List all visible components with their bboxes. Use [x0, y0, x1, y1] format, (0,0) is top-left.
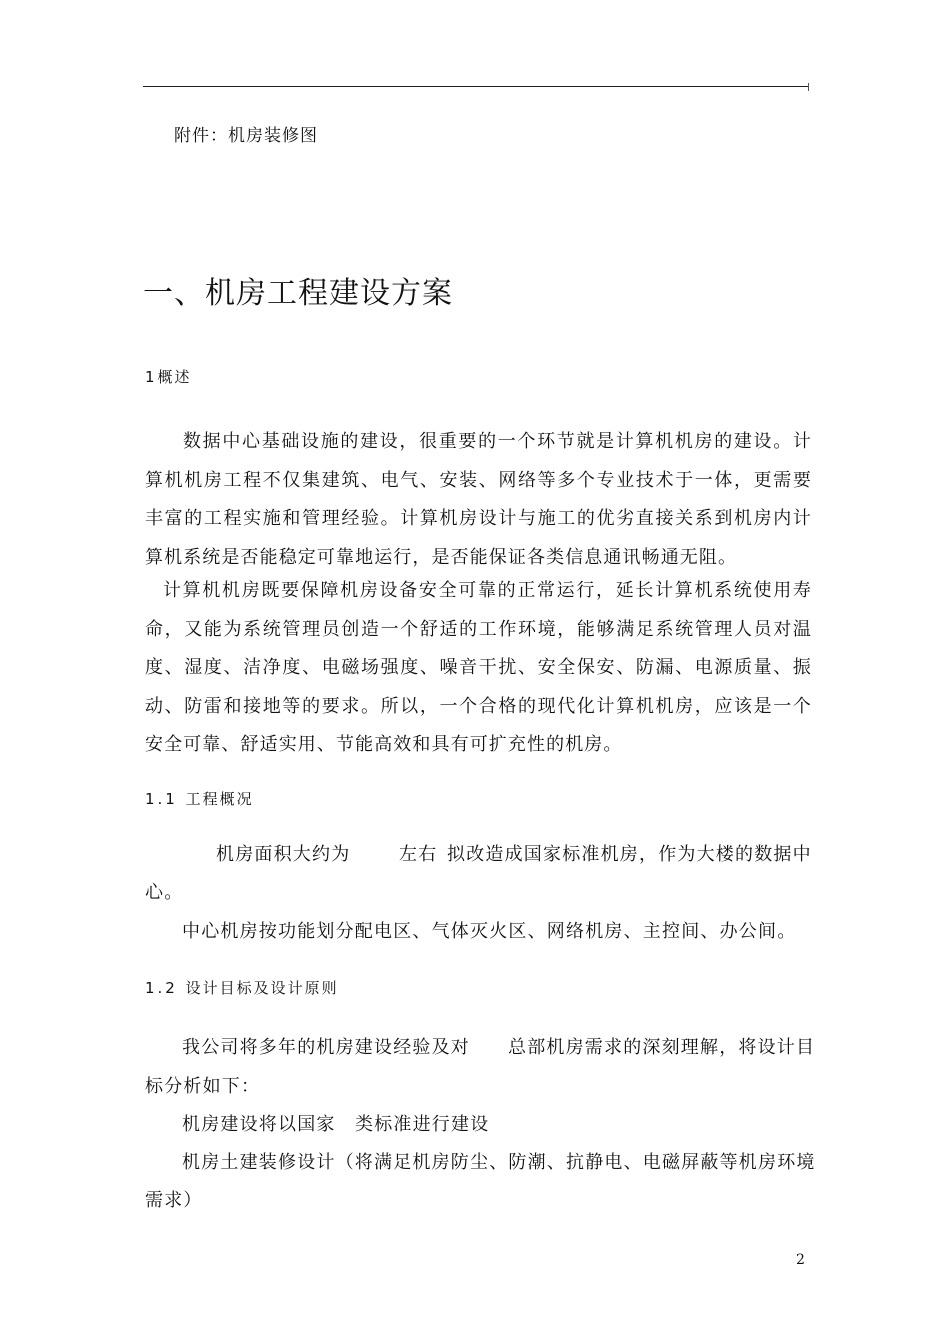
section-1-heading — [145, 366, 192, 387]
section-1-2-heading — [145, 977, 339, 998]
section-number: 1 — [145, 368, 158, 386]
decoration-text-2: 需求） — [145, 1190, 203, 1211]
zones-text: 中心机房按功能划分配电区、气体灭火区、网络机房、主控间、办公间。 — [182, 921, 797, 942]
overview-paragraph-2: 计算机机房既要保障机房设备安全可靠的正常运行，延长计算机系统使用寿命，又能为系统管理员创造一个舒适的工作环境，能够满足系统管理人员对温度、湿度、洁净度、电磁场强度、噪音干扰、安全保安、防漏、电源质量、振动、防雷和接地等的要求。所以，一个合格的现代化计算机机房，应该是一个安全可靠、舒适实用、节能高效和具有可扩充性的机房。 — [145, 580, 812, 755]
section-title: 设计目标及设计原则 — [185, 979, 339, 997]
area-text-1: 机房面积大约为 — [216, 844, 351, 865]
standard-text-1: 机房建设将以国家 — [182, 1114, 336, 1135]
goal-text-1: 我公司将多年的机房建设经验及对 — [182, 1037, 470, 1058]
chapter-heading: 一、机房工程建设方案 — [143, 276, 453, 311]
overview-paragraph-1: 数据中心基础设施的建设，很重要的一个环节就是计算机机房的建设。计算机机房工程不仅集建筑、电气、安装、网络等多个专业技术于一体，更需要丰富的工程实施和管理经验。计算机房设计与施工的优劣直接关系到机房内计算机系统是否能稳定可靠地运行，是否能保证各类信息通讯畅通无阻。 — [145, 431, 812, 568]
attachment-note: 附件：机房装修图 — [174, 126, 318, 146]
area-text-2: 左右 — [399, 844, 438, 865]
header-rule — [143, 86, 809, 87]
area-text-3: 拟改造成国家标准机房，作为大楼的数据中 — [447, 844, 812, 865]
goal-text-2: 总部机房需求的深刻理解，将设计目 — [508, 1037, 816, 1058]
section-number: 1.2 — [145, 979, 178, 997]
section-number: 1.1 — [145, 790, 178, 808]
section-title: 工程概况 — [185, 790, 254, 808]
header-rule-end-mark — [808, 83, 809, 91]
section-1-1-heading — [145, 788, 254, 809]
section-title: 概述 — [157, 368, 192, 386]
goal-text-3: 标分析如下： — [145, 1076, 261, 1097]
standard-text-2: 类标准进行建设 — [355, 1114, 490, 1135]
area-text-4: 心。 — [145, 882, 184, 903]
page-number: 2 — [796, 1252, 805, 1268]
decoration-text-1: 机房土建装修设计（将满足机房防尘、防潮、抗静电、电磁屏蔽等机房环境 — [182, 1152, 816, 1173]
